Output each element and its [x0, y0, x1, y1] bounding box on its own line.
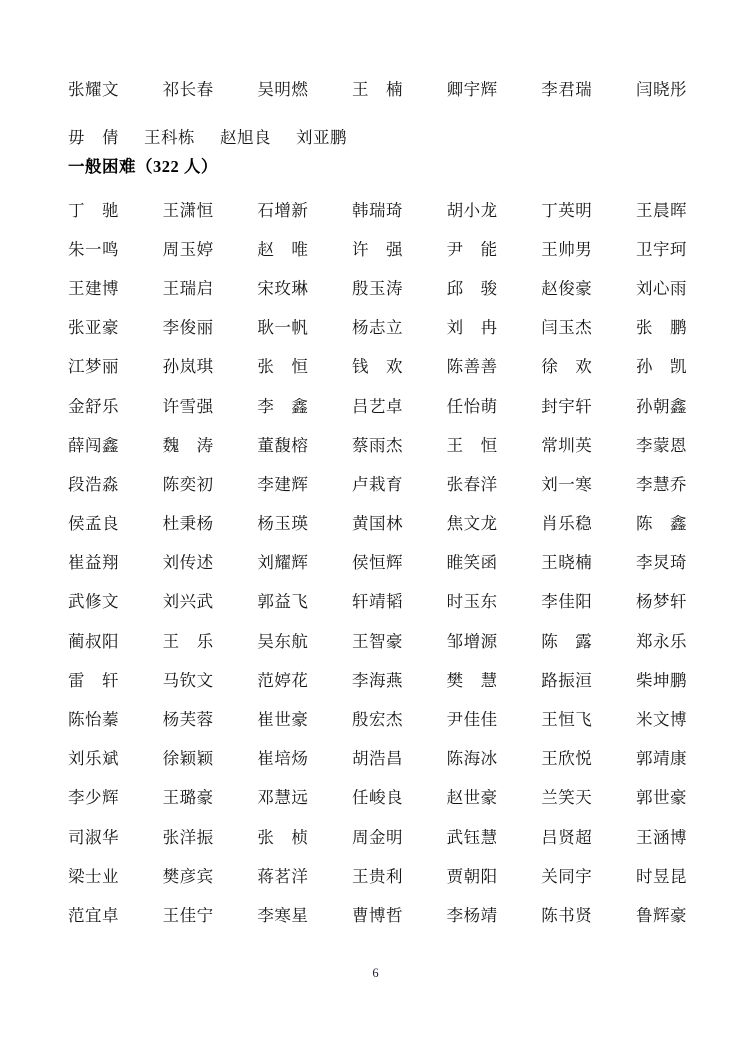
person-name: 陈书贤 — [541, 905, 593, 925]
person-name: 闫玉杰 — [541, 318, 593, 338]
person-name: 郑永乐 — [635, 631, 687, 651]
person-name: 王晓楠 — [541, 553, 593, 573]
person-name: 李炅琦 — [635, 553, 687, 573]
person-name: 陈善善 — [446, 357, 498, 377]
person-name: 张春洋 — [446, 474, 498, 494]
person-name: 李慧乔 — [635, 474, 687, 494]
person-name: 雷 轩 — [68, 670, 119, 690]
person-name: 卿宇辉 — [446, 80, 498, 99]
person-name: 刘 冉 — [446, 318, 498, 338]
person-name: 杨志立 — [351, 318, 403, 338]
name-row — [68, 189, 687, 228]
person-name: 李少辉 — [68, 788, 119, 808]
person-name: 崔益翔 — [68, 553, 119, 573]
person-name: 陈奕初 — [162, 474, 214, 494]
person-name: 刘心雨 — [635, 278, 687, 298]
name-row — [68, 777, 687, 816]
person-name: 时昱昆 — [635, 866, 687, 886]
person-name: 武修文 — [68, 592, 119, 612]
person-name: 李杨靖 — [446, 905, 498, 925]
person-name: 胡小龙 — [446, 200, 498, 220]
person-name: 钱 欢 — [351, 357, 403, 377]
person-name: 周玉婷 — [162, 239, 214, 259]
person-name: 司淑华 — [68, 827, 119, 847]
person-name: 轩靖韬 — [351, 592, 403, 612]
person-name: 王 恒 — [446, 435, 498, 455]
person-name: 时玉东 — [446, 592, 498, 612]
person-name: 刘传述 — [162, 553, 214, 573]
person-name: 江梦丽 — [68, 357, 119, 377]
person-name: 张亚豪 — [68, 318, 119, 338]
person-name: 赵世豪 — [446, 788, 498, 808]
person-name: 韩瑞琦 — [351, 200, 403, 220]
person-name: 殷玉涛 — [351, 278, 403, 298]
person-name: 许雪强 — [162, 396, 214, 416]
person-name: 吕贤超 — [541, 827, 593, 847]
person-name: 闫晓彤 — [635, 80, 687, 99]
person-name: 任怡萌 — [446, 396, 498, 416]
person-name: 张 鹏 — [635, 318, 687, 338]
person-name: 王 楠 — [351, 80, 403, 99]
person-name: 王佳宁 — [162, 905, 214, 925]
person-name: 刘耀辉 — [257, 553, 309, 573]
person-name: 蒋茗洋 — [257, 866, 309, 886]
person-name: 郭靖康 — [635, 749, 687, 769]
name-row — [68, 659, 687, 698]
person-name: 吕艺卓 — [351, 396, 403, 416]
name-row — [68, 503, 687, 542]
person-name: 许 强 — [351, 239, 403, 259]
name-row — [68, 307, 687, 346]
person-name: 薛闯鑫 — [68, 435, 119, 455]
person-name: 曹博哲 — [351, 905, 403, 925]
person-name: 范宜卓 — [68, 905, 119, 925]
person-name: 刘兴武 — [162, 592, 214, 612]
person-name: 杨玉瑛 — [257, 514, 309, 534]
person-name: 朱一鸣 — [68, 239, 119, 259]
person-name: 石增新 — [257, 200, 309, 220]
person-name: 王涵博 — [635, 827, 687, 847]
name-row — [68, 228, 687, 267]
name-row — [68, 581, 687, 620]
name-row — [68, 385, 687, 424]
person-name: 王恒飞 — [541, 710, 593, 730]
person-name: 耿一帆 — [257, 318, 309, 338]
person-name: 范婷花 — [257, 670, 309, 690]
person-name: 张 恒 — [257, 357, 309, 377]
person-name: 赵 唯 — [257, 239, 309, 259]
person-name: 李寒星 — [257, 905, 309, 925]
name-row — [68, 542, 687, 581]
person-name: 崔培炀 — [257, 749, 309, 769]
person-name: 陈 鑫 — [635, 514, 687, 534]
person-name: 王贵利 — [351, 866, 403, 886]
person-name: 尹佳佳 — [446, 710, 498, 730]
person-name: 杜秉杨 — [162, 514, 214, 534]
person-name: 张 桢 — [257, 827, 309, 847]
name-row — [68, 738, 687, 777]
person-name: 鲁辉豪 — [635, 905, 687, 925]
person-name: 祁长春 — [162, 80, 214, 99]
person-name: 樊彦宾 — [162, 866, 214, 886]
person-name: 徐颖颖 — [162, 749, 214, 769]
name-row — [68, 424, 687, 463]
person-name: 李海燕 — [351, 670, 403, 690]
person-name: 李 鑫 — [257, 396, 309, 416]
person-name: 樊 慧 — [446, 670, 498, 690]
person-name: 毋 倩 — [68, 128, 119, 147]
person-name: 兰笑天 — [541, 788, 593, 808]
name-row — [68, 816, 687, 855]
person-name: 丁英明 — [541, 200, 593, 220]
person-name: 蔡雨杰 — [351, 435, 403, 455]
person-name: 杨芙蓉 — [162, 710, 214, 730]
intro-names — [68, 64, 687, 160]
person-name: 武钰慧 — [446, 827, 498, 847]
person-name: 刘乐斌 — [68, 749, 119, 769]
person-name: 马钦文 — [162, 670, 214, 690]
person-name: 赵旭良 — [220, 128, 271, 147]
person-name: 柴坤鹏 — [635, 670, 687, 690]
person-name: 邱 骏 — [446, 278, 498, 298]
name-row — [68, 267, 687, 306]
person-name: 王潇恒 — [162, 200, 214, 220]
person-name: 关同宇 — [541, 866, 593, 886]
name-row — [68, 346, 687, 385]
name-row — [68, 894, 687, 933]
person-name: 任峻良 — [351, 788, 403, 808]
person-name: 路振洹 — [541, 670, 593, 690]
person-name: 殷宏杰 — [351, 710, 403, 730]
person-name: 卢栽育 — [351, 474, 403, 494]
person-name: 孙朝鑫 — [635, 396, 687, 416]
name-grid — [68, 189, 687, 934]
name-row — [68, 463, 687, 502]
person-name: 郭世豪 — [635, 788, 687, 808]
person-name: 丁 驰 — [68, 200, 119, 220]
person-name: 杨梦轩 — [635, 592, 687, 612]
person-name: 王欣悦 — [541, 749, 593, 769]
person-name: 陈怡蓁 — [68, 710, 119, 730]
person-name: 王科栋 — [144, 128, 195, 147]
person-name: 贾朝阳 — [446, 866, 498, 886]
person-name: 邹增源 — [446, 631, 498, 651]
name-row — [68, 698, 687, 737]
person-name: 梁士业 — [68, 866, 119, 886]
person-name: 张洋振 — [162, 827, 214, 847]
person-name: 黄国林 — [351, 514, 403, 534]
person-name: 陈海冰 — [446, 749, 498, 769]
person-name: 孙 凯 — [635, 357, 687, 377]
person-name: 王瑞启 — [162, 278, 214, 298]
person-name: 李佳阳 — [541, 592, 593, 612]
person-name: 赵俊豪 — [541, 278, 593, 298]
person-name: 金舒乐 — [68, 396, 119, 416]
person-name: 邓慧远 — [257, 788, 309, 808]
person-name: 王智豪 — [351, 631, 403, 651]
person-name: 李君瑞 — [541, 80, 593, 99]
person-name: 吴明燃 — [257, 80, 309, 99]
person-name: 王璐豪 — [162, 788, 214, 808]
person-name: 郭益飞 — [257, 592, 309, 612]
person-name: 王晨晖 — [635, 200, 687, 220]
name-row — [68, 620, 687, 659]
person-name: 崔世豪 — [257, 710, 309, 730]
person-name: 胡浩昌 — [351, 749, 403, 769]
person-name: 魏 涛 — [162, 435, 214, 455]
person-name: 米文博 — [635, 710, 687, 730]
person-name: 宋玫琳 — [257, 278, 309, 298]
person-name: 李俊丽 — [162, 318, 214, 338]
person-name: 陈 露 — [541, 631, 593, 651]
person-name: 李建辉 — [257, 474, 309, 494]
person-name: 刘一寒 — [541, 474, 593, 494]
person-name: 王建博 — [68, 278, 119, 298]
person-name: 刘亚鹏 — [296, 128, 347, 147]
page-number: 6 — [372, 966, 379, 980]
person-name: 卫宇珂 — [635, 239, 687, 259]
person-name: 睢笑函 — [446, 553, 498, 573]
name-row — [68, 64, 687, 112]
person-name: 侯孟良 — [68, 514, 119, 534]
person-name: 王 乐 — [162, 631, 214, 651]
person-name: 王帅男 — [541, 239, 593, 259]
person-name: 孙岚琪 — [162, 357, 214, 377]
person-name: 李蒙恩 — [635, 435, 687, 455]
section-heading: 一般困难（322 人） — [68, 157, 218, 176]
person-name: 段浩淼 — [68, 474, 119, 494]
person-name: 董馥榕 — [257, 435, 309, 455]
person-name: 封宇轩 — [541, 396, 593, 416]
name-row — [68, 855, 687, 894]
person-name: 焦文龙 — [446, 514, 498, 534]
person-name: 尹 能 — [446, 239, 498, 259]
person-name: 肖乐稳 — [541, 514, 593, 534]
person-name: 吴东航 — [257, 631, 309, 651]
person-name: 张耀文 — [68, 80, 119, 99]
person-name: 徐 欢 — [541, 357, 593, 377]
person-name: 周金明 — [351, 827, 403, 847]
person-name: 常圳英 — [541, 435, 593, 455]
person-name: 蔺叔阳 — [68, 631, 119, 651]
person-name: 侯恒辉 — [351, 553, 403, 573]
